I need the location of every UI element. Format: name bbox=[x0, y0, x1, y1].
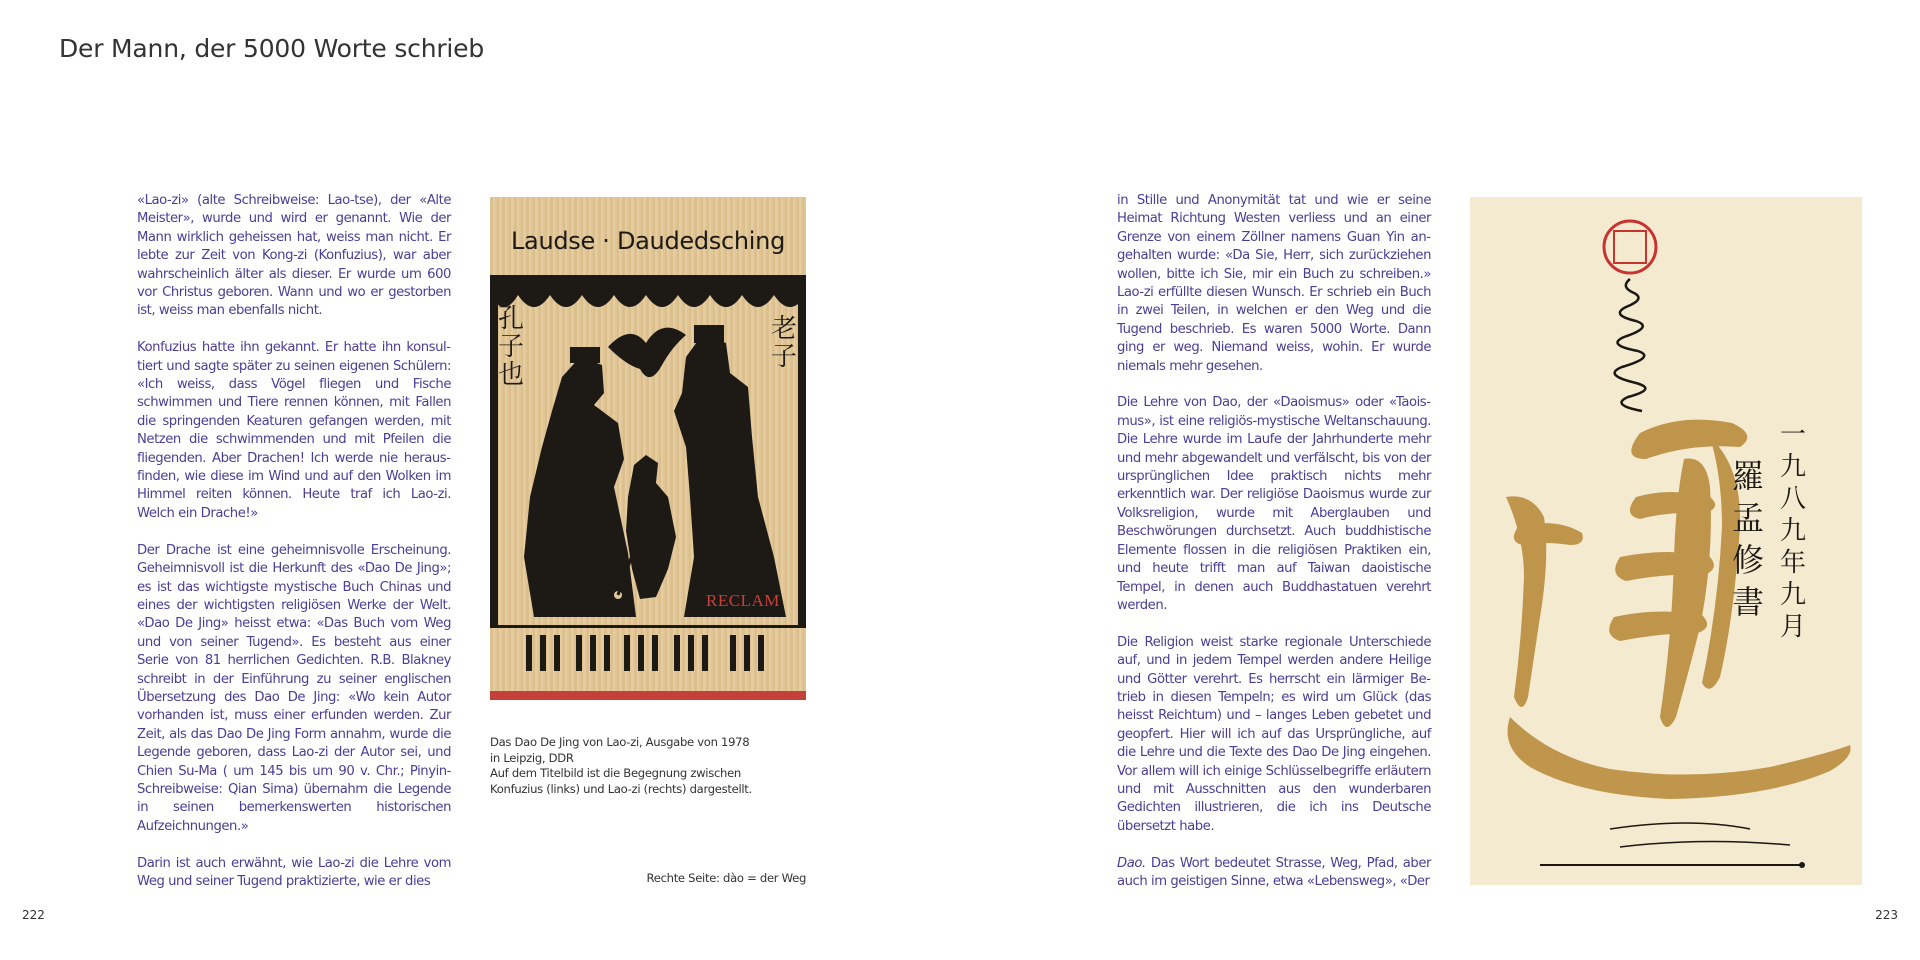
caption-line: Konfuzius (links) und Lao-zi (rechts) dargestellt. bbox=[490, 781, 752, 796]
paragraph: Die Religion weist starke regionale Unterschiede auf, und in jedem Tempel werden andere Heilige und Götter verehrt. Es herrscht ein lärmiger Betrieb in diesen Tempeln; es wird um Glück (das heisst Reichtum) und – langes Leben gebetet und geopfert. Hier will ich auf das Ursprüngliche, auf die Lehre und die Texte des Dao De Jing eingehen. Vor allem will ich einige Schlüsselbegriffe erläutern und mit Ausschnitten aus den wunderbaren Gedichten illustrieren, die ich ins Deutsche übersetzt habe. bbox=[1117, 634, 1431, 834]
cover-glyphs-left: 孔 子 也 bbox=[498, 304, 525, 390]
caption-line: in Leipzig, DDR bbox=[490, 750, 574, 765]
paragraph: Die Lehre von Dao, der «Daoismus» oder «Taoismus», ist eine religiös-mystische Weltanschauung. Die Lehre wurde im Laufe der Jahrhunderte mehr und mehr abgewandelt und verfälscht, bis von der ursprünglichen Idee praktisch nichts mehr erkenntlich war. Der religiöse Daoismus wurde zur Volksreligion, wurde mit Aberglauben und Beschwörungen durchsetzt. Auch buddhistische Elemente flossen in die religiösen Praktiken ein, und heute trifft man auf Taiwan daoistische Tempel, in denen auch Buddhastatuen verehrt werden. bbox=[1117, 395, 1431, 613]
paragraph: Konfuzius hatte ihn gekannt. Er hatte ihn konsultiert und sagte später zu seinen eigenen Schülern: «Ich weiss, dass Vögel fliegen und Fische schwimmen und Tiere rennen können, mit Fallen die springenden Keaturen gefangen werden, mit Netzen die schwimmenden und mit Pfeilen die fliegenden. Aber Drachen! Ich werde nie herausfinden, wie diese im Wind und auf den Wolken im Himmel reiten können. Heute traf ich Lao-zi. Welch ein Drache!» bbox=[137, 340, 451, 521]
page-number-left: 222 bbox=[22, 908, 45, 922]
cover-title: Laudse · Daudedsching bbox=[510, 227, 786, 255]
paragraph: «Lao-zi» (alte Schreibweise: Lao-tse), der «Alte Meister», wurde und wird er genannt. Wie der Mann wirklich geheissen hat, weiss man nicht. Er lebte zur Zeit von Kong-zi (Konfuzius), war aber wahrscheinlich älter als dieser. Er wurde um 600 vor Christus geboren. Wann und wo er gestorben ist, weiss man ebenfalls nicht. bbox=[137, 193, 451, 319]
calligraphy-signature: 羅 孟 修 書 bbox=[1732, 457, 1765, 621]
paragraph-text: Das Wort bedeutet Strasse, Weg, Pfad, aber auch im geistigen Sinne, etwa «Lebensweg», «Der bbox=[1117, 855, 1431, 889]
cover-glyphs-right: 老 子 bbox=[771, 314, 798, 372]
term-dao: Dao. bbox=[1117, 855, 1146, 871]
left-text-column bbox=[137, 192, 451, 891]
paragraph bbox=[1117, 855, 1431, 892]
paragraph: Darin ist auch erwähnt, wie Lao-zi die Lehre vom Weg und seiner Tugend praktizierte, wie er dies bbox=[137, 855, 451, 889]
image-caption bbox=[490, 735, 810, 797]
book-cover-image bbox=[490, 197, 806, 700]
right-page bbox=[960, 0, 1920, 960]
cover-red-band bbox=[490, 691, 806, 700]
right-text-column bbox=[1117, 192, 1431, 891]
cover-publisher: RECLAM bbox=[706, 591, 780, 610]
calligraphy-date: 一 九 八 九 年 九 月 bbox=[1780, 420, 1807, 642]
cover-illustration bbox=[490, 197, 806, 700]
paragraph: Der Drache ist eine geheimnisvolle Erscheinung. Geheimnisvoll ist die Herkunft des «Dao De Jing»; es ist das wichtigste mystische Buch Chinas und eines der wichtigsten religiösen Werke der Welt. «Dao De Jing» heisst etwa: «Das Buch vom Weg und von seiner Tugend». Es besteht aus einer Serie von 81 herrlichen Gedichten. R.B. Blakney schreibt in der Einführung zu seiner englischen Übersetzung des Dao De Jing: «Wo kein Autor vorhanden ist, muss einer erfunden werden. Zur Zeit, als das Dao De Jing Form annahm, wurde die Legende geboren, dass Lao-zi der Autor sei, und Chien Su-Ma ( um 145 bis um 90 v. Chr.; Pinyin-Schreibweise: Qian Sima) übernahm die Legende in seinen bemerkenswerten historischen Aufzeichnungen.» bbox=[137, 542, 451, 834]
right-page-caption: Rechte Seite: dào = der Weg bbox=[646, 871, 806, 885]
paragraph: in Stille und Anonymität tat und wie er seine Heimat Richtung Westen verliess und an einer Grenze von einem Zöllner namens Guan Yin angehalten wurde: «Da Sie, Herr, sich zurückziehen wollen, bitte ich Sie, mir ein Buch zu schreiben.» Lao-zi erfüllte diesen Wunsch. Er schrieb ein Buch in zwei Teilen, in welchen er den Weg und die Tugend beschrieb. Es waren 5000 Worte. Dann ging er weg. Niemand weiss, wohin. Er wurde niemals mehr gesehen. bbox=[1117, 193, 1431, 374]
caption-line: Auf dem Titelbild ist die Begegnung zwischen bbox=[490, 766, 741, 780]
calligraphy-image bbox=[1470, 197, 1862, 885]
chapter-title: Der Mann, der 5000 Worte schrieb bbox=[59, 34, 485, 63]
caption-line: Das Dao De Jing von Lao-zi, Ausgabe von 1978 bbox=[490, 735, 750, 749]
page-number-right: 223 bbox=[1875, 908, 1898, 922]
